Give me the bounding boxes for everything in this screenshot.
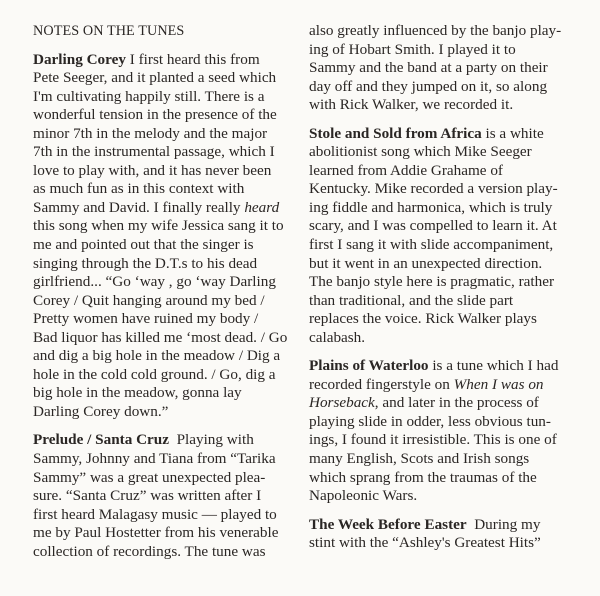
note-darling-corey: [33, 51, 295, 422]
text-line: Plains of Waterloo is a tune which I had: [309, 357, 559, 375]
text-line: The banjo style here is pragmatic, rather: [309, 273, 555, 291]
text-line: me and pointed out that the singer is: [33, 236, 254, 254]
text-line: Sammy” was a great unexpected plea-: [33, 468, 266, 486]
note-continuation: [309, 22, 571, 115]
text-line: big hole in the meadow, gonna lay: [33, 384, 242, 402]
italic-emphasis: heard: [244, 198, 280, 216]
text-line: singing through the D.T.s to his dead: [33, 254, 258, 272]
text-line: ings, I found it irresistible. This is one of: [309, 431, 557, 449]
text-line: collection of recordings. The tune was: [33, 542, 266, 560]
text-line: and dig a big hole in the meadow / Dig a: [33, 347, 281, 365]
section-title: NOTES ON THE TUNES: [33, 23, 185, 39]
text-line: The Week Before Easter During my: [309, 515, 541, 533]
text-line: but it went in an unexpected direction.: [309, 254, 543, 272]
note-week-before-easter: [309, 516, 571, 553]
text-line: Prelude / Santa Cruz Playing with: [33, 431, 254, 449]
note-prelude-santa-cruz: [33, 431, 295, 561]
text-line: wonderful tension in the presence of the: [33, 106, 277, 124]
tune-title: Plains of Waterloo: [309, 357, 429, 375]
text-line: first I sang it with slide accompaniment,: [309, 236, 554, 254]
text-line: Kentucky. Mike recorded a version play-: [309, 180, 558, 198]
tune-title: The Week Before Easter: [309, 515, 467, 533]
text-line: Pete Seeger, and it planted a seed which: [33, 69, 277, 87]
text-line: minor 7th in the melody and the major: [33, 124, 268, 142]
text-line: Pretty women have ruined my body /: [33, 310, 259, 328]
text-line: sure. “Santa Cruz” was written after I: [33, 487, 262, 505]
tune-title: Darling Corey: [33, 50, 126, 68]
text-line: first heard Malagasy music — played to: [33, 505, 277, 523]
text-line: Sammy, Johnny and Tiana from “Tarika: [33, 450, 276, 468]
text-line: also greatly influenced by the banjo play-: [309, 22, 562, 39]
text-line: which sprang from the traumas of the: [309, 468, 537, 486]
text-line: playing slide in odder, less obvious tun-: [309, 412, 551, 430]
text-line: 7th in the instrumental passage, which I: [33, 143, 275, 161]
text-line: Sammy and David. I finally really heard: [33, 198, 280, 216]
text-line: hole in the cold cold ground. / Go, dig a: [33, 365, 276, 383]
text-line: with Rick Walker, we recorded it.: [309, 96, 514, 114]
note-stole-and-sold: [309, 125, 571, 348]
tune-title: Prelude / Santa Cruz: [33, 431, 169, 449]
right-column: [309, 22, 571, 563]
text-line: ing of Hobart Smith. I played it to: [309, 40, 516, 58]
text-line: ing fiddle and harmonica, which is truly: [309, 198, 553, 216]
text-line: many English, Scots and Irish songs: [309, 450, 530, 468]
tune-title: Stole and Sold from Africa: [309, 124, 482, 142]
text-line: I'm cultivating happily still. There is a: [33, 87, 265, 105]
text-line: recorded fingerstyle on When I was on: [309, 375, 544, 393]
text-line: abolitionist song which Mike Seeger: [309, 143, 532, 161]
text-line: me by Paul Hostetter from his venerable: [33, 524, 279, 542]
text-line: this song when my wife Jessica sang it to: [33, 217, 284, 235]
text-line: Corey / Quit hanging around my bed /: [33, 291, 265, 309]
text-line: replaces the voice. Rick Walker plays: [309, 310, 537, 328]
text-line: Bad liquor has killed me ‘most dead. / Go: [33, 328, 288, 346]
left-column: [33, 22, 295, 571]
text-line: scary, and I was compelled to learn it. At: [309, 217, 557, 235]
text-line: girlfriend... “Go ‘way , go ‘way Darling: [33, 273, 276, 291]
album-title: When I was on: [453, 375, 544, 393]
text-line: Sammy and the band at a party on their: [309, 59, 548, 77]
text-line: calabash.: [309, 328, 366, 346]
text-line: learned from Addie Grahame of: [309, 161, 503, 179]
text-line: day off and they jumped on it, so along: [309, 77, 548, 95]
text-line: Darling Corey I first heard this from: [33, 50, 260, 68]
text-line: Darling Corey down.”: [33, 402, 169, 420]
text-line: as much fun as in this context with: [33, 180, 245, 198]
text-line: Napoleonic Wars.: [309, 487, 418, 505]
text-line: love to play with, and it has never been: [33, 161, 272, 179]
text-line: Stole and Sold from Africa is a white: [309, 124, 544, 142]
album-title: Horseback: [309, 394, 375, 412]
text-line: than traditional, and the slide part: [309, 291, 514, 309]
text-line: Horseback, and later in the process of: [309, 394, 539, 412]
text-line: stint with the “Ashley's Greatest Hits”: [309, 534, 541, 552]
note-plains-of-waterloo: [309, 357, 571, 505]
